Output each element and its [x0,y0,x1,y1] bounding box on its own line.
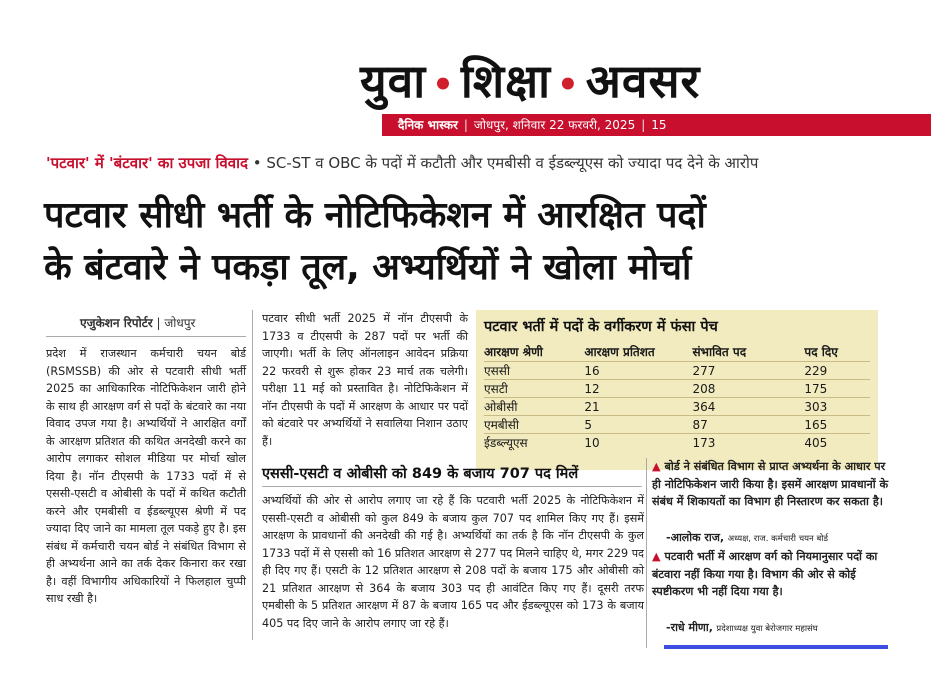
article-column-3: अभ्यर्थियों की ओर से आरोप लगाए जा रहे हैं कि पटवारी भर्ती 2025 के नोटिफिकेशन में एससी-एसटी व ओबीसी को कुल 849 के बजाय कुल 707 पद शामिल किए गए हैं। इसमें आरक्षण के प्रावधानों की अनदेखी की गई है। अभ्यर्थियों का तर्क है कि नॉन टीएसपी के कुल 1733 पदों में से एससी को 16 प्रतिशत आरक्षण से 277 पद मिलने चाहिए थे, मगर 229 पद ही दिए गए हैं। एसटी के 12 प्रतिशत आरक्षण से 208 पदों के बजाय 175 और ओबीसी को 21 प्रतिशत आरक्षण से 364 के बजाय 303 पद ही आवंटित किए गए हैं। दूसरी तरफ एमबीसी के 5 प्रतिशत आरक्षण में 87 के बजाय 165 पद और ईडब्ल्यूएस को 173 के बजाय 405 पद दिए जाने के आरोप लगाए जा रहे हैं। [262,494,644,630]
quote-union-president [652,548,892,601]
headline-line-1: पटवार सीधी भर्ती के नोटिफिकेशन में आरक्षित पदों [44,195,706,236]
kicker [46,150,916,176]
cell-percent: 10 [584,434,692,452]
kicker-highlight: 'पटवार' में 'बंटवार' का उपजा विवाद [46,154,248,172]
subheading: एससी-एसटी व ओबीसी को 849 के बजाय 707 पद मिलें [262,466,579,482]
subhead-rule [262,486,642,487]
cell-percent: 21 [584,398,692,416]
headline [44,190,914,294]
page-number: 15 [651,118,667,132]
masthead-title [360,52,920,110]
byline-rule [46,336,246,337]
cell-expected: 87 [692,416,804,434]
table-row [484,434,870,452]
cell-category: ईडब्ल्यूएस [484,434,584,452]
table-row [484,398,870,416]
quote-text: पटवारी भर्ती में आरक्षण वर्ग को नियमानुसार पदों का बंटवारा नहीं किया गया है। विभाग की ओर से कोई स्पष्टीकरण भी नहीं दिया गया है। [652,550,878,598]
fact-box-title: पटवार भर्ती में पदों के वर्गीकरण में फंसा पेच [484,319,718,335]
cell-percent: 5 [584,416,692,434]
headline-line-2: के बंटवारे ने पकड़ा तूल, अभ्यर्थियों ने खोला मोर्चा [44,247,692,288]
cell-given: 175 [804,380,870,398]
quote-text: बोर्ड ने संबंधित विभाग से प्राप्त अभ्यर्थना के आधार पर ही नोटिफिकेशन जारी किया है। इसमें आरक्षण प्रावधानों के संबंध में शिकायतों का विभाग ही निस्तारण कर सकता है। [652,460,889,508]
quote-attribution-2 [666,620,818,635]
attribution-role: अध्यक्ष, राज. कर्मचारी चयन बोर्ड [727,534,829,544]
cell-given: 165 [804,416,870,434]
column-divider [252,310,253,640]
highlight-underline [664,645,888,649]
cell-category: एसटी [484,380,584,398]
kicker-text: • SC-ST व OBC के पदों में कटौती और एमबीसी व ईडब्ल्यूएस को ज्यादा पद देने के आरोप [252,154,759,172]
masthead-word-youth: युवा [360,54,427,108]
cell-percent: 12 [584,380,692,398]
quote-board-chairman [652,458,892,511]
quote-marker-icon: ▲ [652,460,661,473]
table-row [484,380,870,398]
table-row [484,416,870,434]
masthead-dot-2: • [557,64,580,105]
newspaper-brand: दैनिक भास्कर [398,118,458,132]
cell-given: 405 [804,434,870,452]
cell-percent: 16 [584,362,692,380]
article-column-1: प्रदेश में राजस्थान कर्मचारी चयन बोर्ड (RSMSSB) की ओर से पटवारी सीधी भर्ती 2025 का आधिकारिक नोटिफिकेशन जारी होने के साथ ही आरक्षण वर्ग से पदों के बंटवारे का नया विवाद उपज गया है। अभ्यर्थियों ने आरक्षित वर्गों के आरक्षण प्रतिशत की कथित अनदेखी करने का आरोप लगाकर सोशल मीडिया पर मोर्चा खोल दिया है। नॉन टीएसपी के 1733 पदों में से एससी-एसटी व ओबीसी के पदों में कथित कटौती करने और एमबीसी व ईडब्ल्यूएस श्रेणी में पद ज्यादा दिए जाने का मामला तूल पकड़े हुए है। इस संबंध में कर्मचारी चयन बोर्ड ने संबंधित विभाग से ही अभ्यर्थना आने का तर्क देकर किनारा कर रखा है। वहीं विभागीय अधिकारियों ने फिलहाल चुप्पी साध रखी है। [46,347,246,605]
quote-attribution-1 [666,530,828,545]
header-percent: आरक्षण प्रतिशत [584,345,655,359]
cell-category: ओबीसी [484,398,584,416]
cell-expected: 208 [692,380,804,398]
masthead-word-education: शिक्षा [460,54,551,108]
byline-author: एजुकेशन रिपोर्टर [80,316,153,330]
header-category: आरक्षण श्रेणी [484,345,543,359]
attribution-name: -आलोक राज, [666,531,725,544]
cell-category: एससी [484,362,584,380]
quote-divider [646,458,647,648]
table-row [484,362,870,380]
cell-expected: 173 [692,434,804,452]
table-header-row [484,342,870,362]
cell-category: एमबीसी [484,416,584,434]
fact-box [476,310,878,470]
cell-expected: 364 [692,398,804,416]
cell-given: 229 [804,362,870,380]
attribution-role: प्रदेशाध्यक्ष युवा बेरोजगार महासंघ [716,624,818,634]
article-column-2: पटवार सीधी भर्ती 2025 में नॉन टीएसपी के 1733 व टीएसपी के 287 पदों पर भर्ती की जाएगी। भर्ती के लिए ऑनलाइन आवेदन प्रक्रिया 22 फरवरी से शुरू होकर 23 मार्च तक चलेगी। परीक्षा 11 मई को प्रस्तावित है। नोटिफिकेशन में नॉन टीएसपी के पदों में आरक्षण के आधार पर पदों को बंटवारे पर अभ्यर्थियों ने सवालिया निशान उठाए हैं। [262,312,468,448]
attribution-name: -राधे मीणा, [666,621,713,634]
quote-marker-icon: ▲ [652,550,661,563]
publication-strip: दैनिक भास्कर | जोधपुर, शनिवार 22 फरवरी, 2025 | 15 [382,114,931,136]
byline [80,314,195,334]
reservation-table [484,342,870,451]
header-expected-posts: संभावित पद [692,345,747,359]
masthead-word-opportunity: अवसर [585,54,701,108]
cell-expected: 277 [692,362,804,380]
cell-given: 303 [804,398,870,416]
header-posts-given: पद दिए [804,345,838,359]
dateline: जोधपुर, शनिवार 22 फरवरी, 2025 [473,118,636,132]
masthead-dot-1: • [432,64,455,105]
byline-place: | जोधपुर [156,316,196,330]
